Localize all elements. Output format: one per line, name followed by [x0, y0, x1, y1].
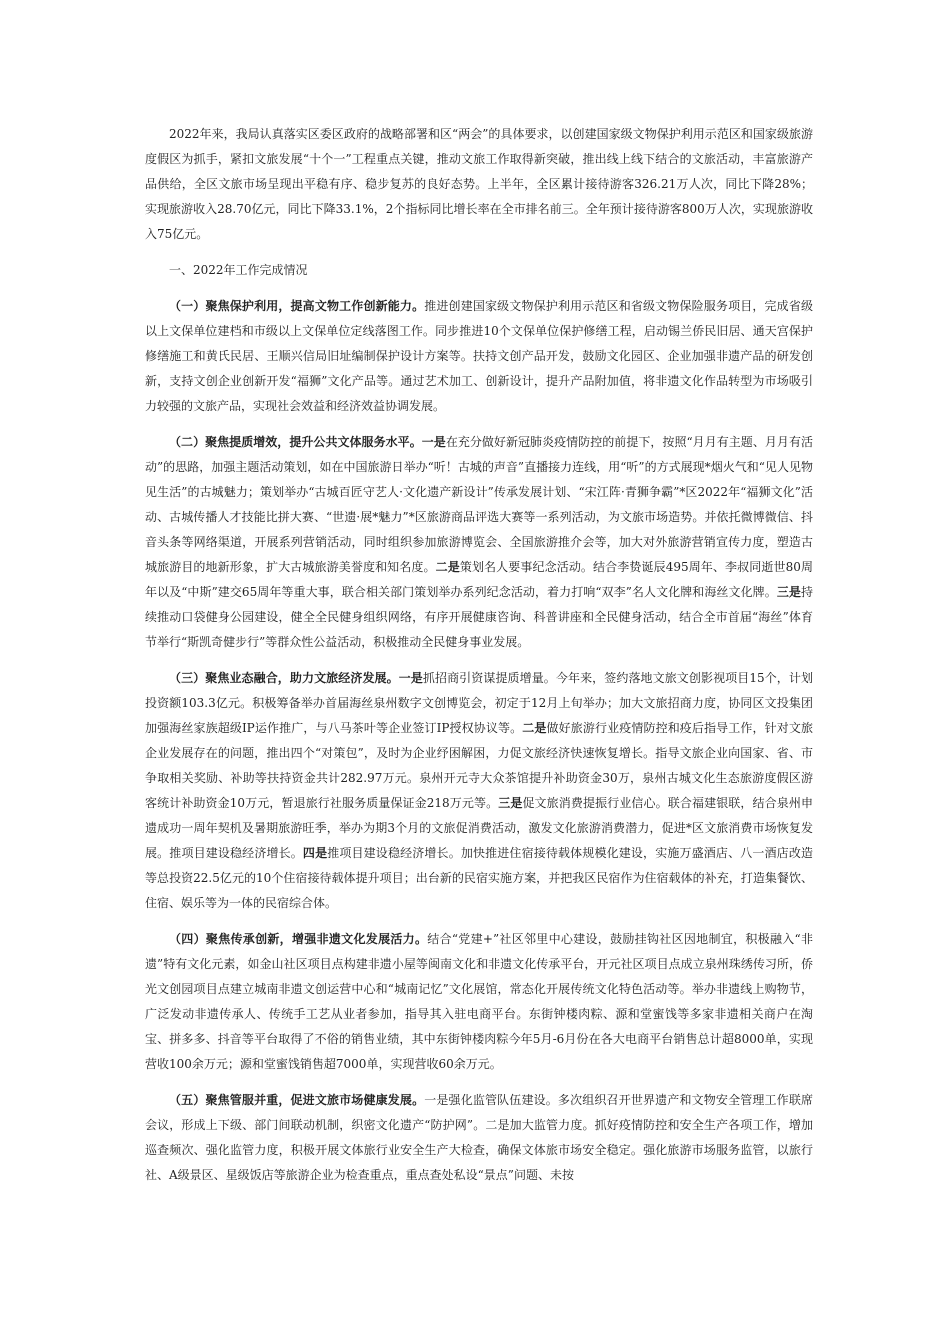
item-3-paragraph: [145, 666, 813, 916]
item-2-paragraph: [145, 430, 813, 655]
item-2-point-2-text: 策划名人要事纪念活动。结合李贽诞辰495周年、李叔同逝世80周年以及“中斯”建交65周年等重大事，联合相关部门策划举办系列纪念活动，着力打响“双李”名人文化牌和海丝文化牌。: [145, 560, 813, 599]
item-3-point-1-label: 一是: [398, 671, 423, 685]
item-3-point-2-text: 做好旅游行业疫情防控和疫后指导工作，针对文旅企业发展存在的问题，推出四个“对策包”，及时为企业纾困解困，力促文旅经济快速恢复增长。指导文旅企业向国家、省、市争取相关奖励、补助等扶持资金共计282.97万元。泉州开元寺大众茶馆提升补助资金30万，泉州古城文化生态旅游度假区游客统计补助资金10万元，暂退旅行社服务质量保证金218万元等。: [145, 721, 813, 810]
item-2-point-1-text: 在充分做好新冠肺炎疫情防控的前提下，按照“月月有主题、月月有活动”的思路，加强主题活动策划，如在中国旅游日举办“听！古城的声音”直播接力连线，用“听”的方式展现*烟火气和“见人见物见生活”的古城魅力；策划举办“古城百匠守艺人·文化遗产新设计”传承发展计划、“宋江阵·青狮争霸”*区2022年“福狮文化”活动、古城传播人才技能比拼大赛、“世遗·展*魅力”*区旅游商品评选大赛等一系列活动，为文旅市场造势。并依托微博微信、抖音头条等网络渠道，开展系列营销活动，同时组织参加旅游博览会、全国旅游推介会等，加大对外旅游营销宣传力度，塑造古城旅游目的地新形象，扩大古城旅游美誉度和知名度。: [145, 435, 813, 574]
item-5-heading: （五）聚焦管服并重，促进文旅市场健康发展。: [169, 1093, 425, 1107]
item-1-body: 推进创建国家级文物保护利用示范区和省级文物保险服务项目，完成省级以上文保单位建档和市级以上文保单位定线落图工作。同步推进10个文保单位保护修缮工程，启动锡兰侨民旧居、通天宫保护修缮施工和黄氏民居、王顺兴信局旧址编制保护设计方案等。扶持文创产品开发，鼓励文化园区、企业加强非遗产品的研发创新，支持文创企业创新开发“福狮”文化产品等。通过艺术加工、创新设计，提升产品附加值，将非遗文化作品转型为市场吸引力较强的文旅产品，实现社会效益和经济效益协调发展。: [145, 299, 813, 413]
item-3-point-1-text: 抓招商引资谋提质增量。今年来，签约落地文旅文创影视项目15个，计划投资额103.3亿元。积极筹备举办首届海丝泉州数字文创博览会，初定于12月上旬举办；加大文旅招商力度，协同区文投集团加强海丝家族超级IP运作推广，与八马茶叶等企业签订IP授权协议等。: [145, 671, 813, 735]
item-4-paragraph: [145, 927, 813, 1077]
item-3-heading: （三）聚焦业态融合，助力文旅经济发展。: [169, 671, 399, 685]
item-2-point-1-label: 一是: [421, 435, 446, 449]
item-3-point-3-text: 促文旅消费提振行业信心。联合福建银联，结合泉州申遗成功一周年契机及暑期旅游旺季，举办为期3个月的文旅促消费活动，激发文化旅游消费潜力，促进*区文旅消费市场恢复发展。推项目建设稳经济增长。: [145, 796, 813, 860]
item-4-body: 结合“党建+”社区邻里中心建设，鼓励挂钩社区因地制宜，积极融入“非遗”特有文化元素，如金山社区项目点构建非遗小屋等闽南文化和非遗文化传承平台，开元社区项目点成立泉州珠绣传习所，侨光文创园项目点建立城南非遗文创运营中心和“城南记忆”文化展馆，常态化开展传统文化特色活动等。举办非遗线上购物节，广泛发动非遗传承人、传统手工艺从业者参加，指导其入驻电商平台。东街钟楼肉粽、源和堂蜜饯等多家非遗相关商户在淘宝、拼多多、抖音等平台取得了不俗的销售业绩，其中东街钟楼肉粽今年5月-6月份在各大电商平台销售总计超8000单，实现营收100余万元；源和堂蜜饯销售超7000单，实现营收60余万元。: [145, 932, 813, 1071]
section-heading: 一、2022年工作完成情况: [169, 263, 308, 277]
item-2-heading: （二）聚焦提质增效，提升公共文体服务水平。: [169, 435, 422, 449]
item-5-body: 一是强化监管队伍建设。多次组织召开世界遗产和文物安全管理工作联席会议，形成上下级、部门间联动机制，织密文化遗产“防护网”。二是加大监管力度。抓好疫情防控和安全生产各项工作，增加巡查频次、强化监管力度，积极开展文体旅行业安全生产大检查，确保文体旅市场安全稳定。强化旅游市场服务监管，以旅行社、A级景区、星级饭店等旅游企业为检查重点，重点查处私设“景点”问题、未按: [145, 1093, 813, 1182]
item-5-paragraph: [145, 1088, 813, 1188]
item-3-point-4-label: 四是: [302, 846, 328, 860]
item-3-point-4-text: 推项目建设稳经济增长。加快推进住宿接待载体规模化建设，实施万盛酒店、八一酒店改造等总投资22.5亿元的10个住宿接待载体提升项目；出台新的民宿实施方案，并把我区民宿作为住宿载体的补充，打造集餐饮、住宿、娱乐等为一体的民宿综合体。: [145, 846, 813, 910]
item-3-point-3-label: 三是: [498, 796, 523, 810]
item-2-point-3-label: 三是: [776, 585, 801, 599]
item-2-point-2-label: 二是: [435, 560, 460, 574]
item-1-heading: （一）聚焦保护利用，提高文物工作创新能力。: [169, 299, 425, 313]
item-1-paragraph: [145, 294, 813, 419]
document-page: [145, 122, 813, 1199]
item-3-point-2-label: 二是: [522, 721, 547, 735]
item-2-point-3-text: 持续推动口袋健身公园建设，健全全民健身组织网络，有序开展健康咨询、科普讲座和全民健身活动，结合全市首届“海丝”体育节举行“斯凯奇健步行”等群众性公益活动，积极推动全民健身事业发展。: [145, 585, 813, 649]
item-4-heading: （四）聚焦传承创新，增强非遗文化发展活力。: [169, 932, 428, 946]
intro-paragraph: 2022年来，我局认真落实区委区政府的战略部署和区“两会”的具体要求，以创建国家级文物保护利用示范区和国家级旅游度假区为抓手，紧扣文旅发展“十个一”工程重点关键，推动文旅工作取得新突破，推出线上线下结合的文旅活动，丰富旅游产品供给，全区文旅市场呈现出平稳有序、稳步复苏的良好态势。上半年，全区累计接待游客326.21万人次，同比下降28%；实现旅游收入28.70亿元，同比下降33.1%，2个指标同比增长率在全市排名前三。全年预计接待游客800万人次，实现旅游收入75亿元。: [145, 127, 813, 241]
